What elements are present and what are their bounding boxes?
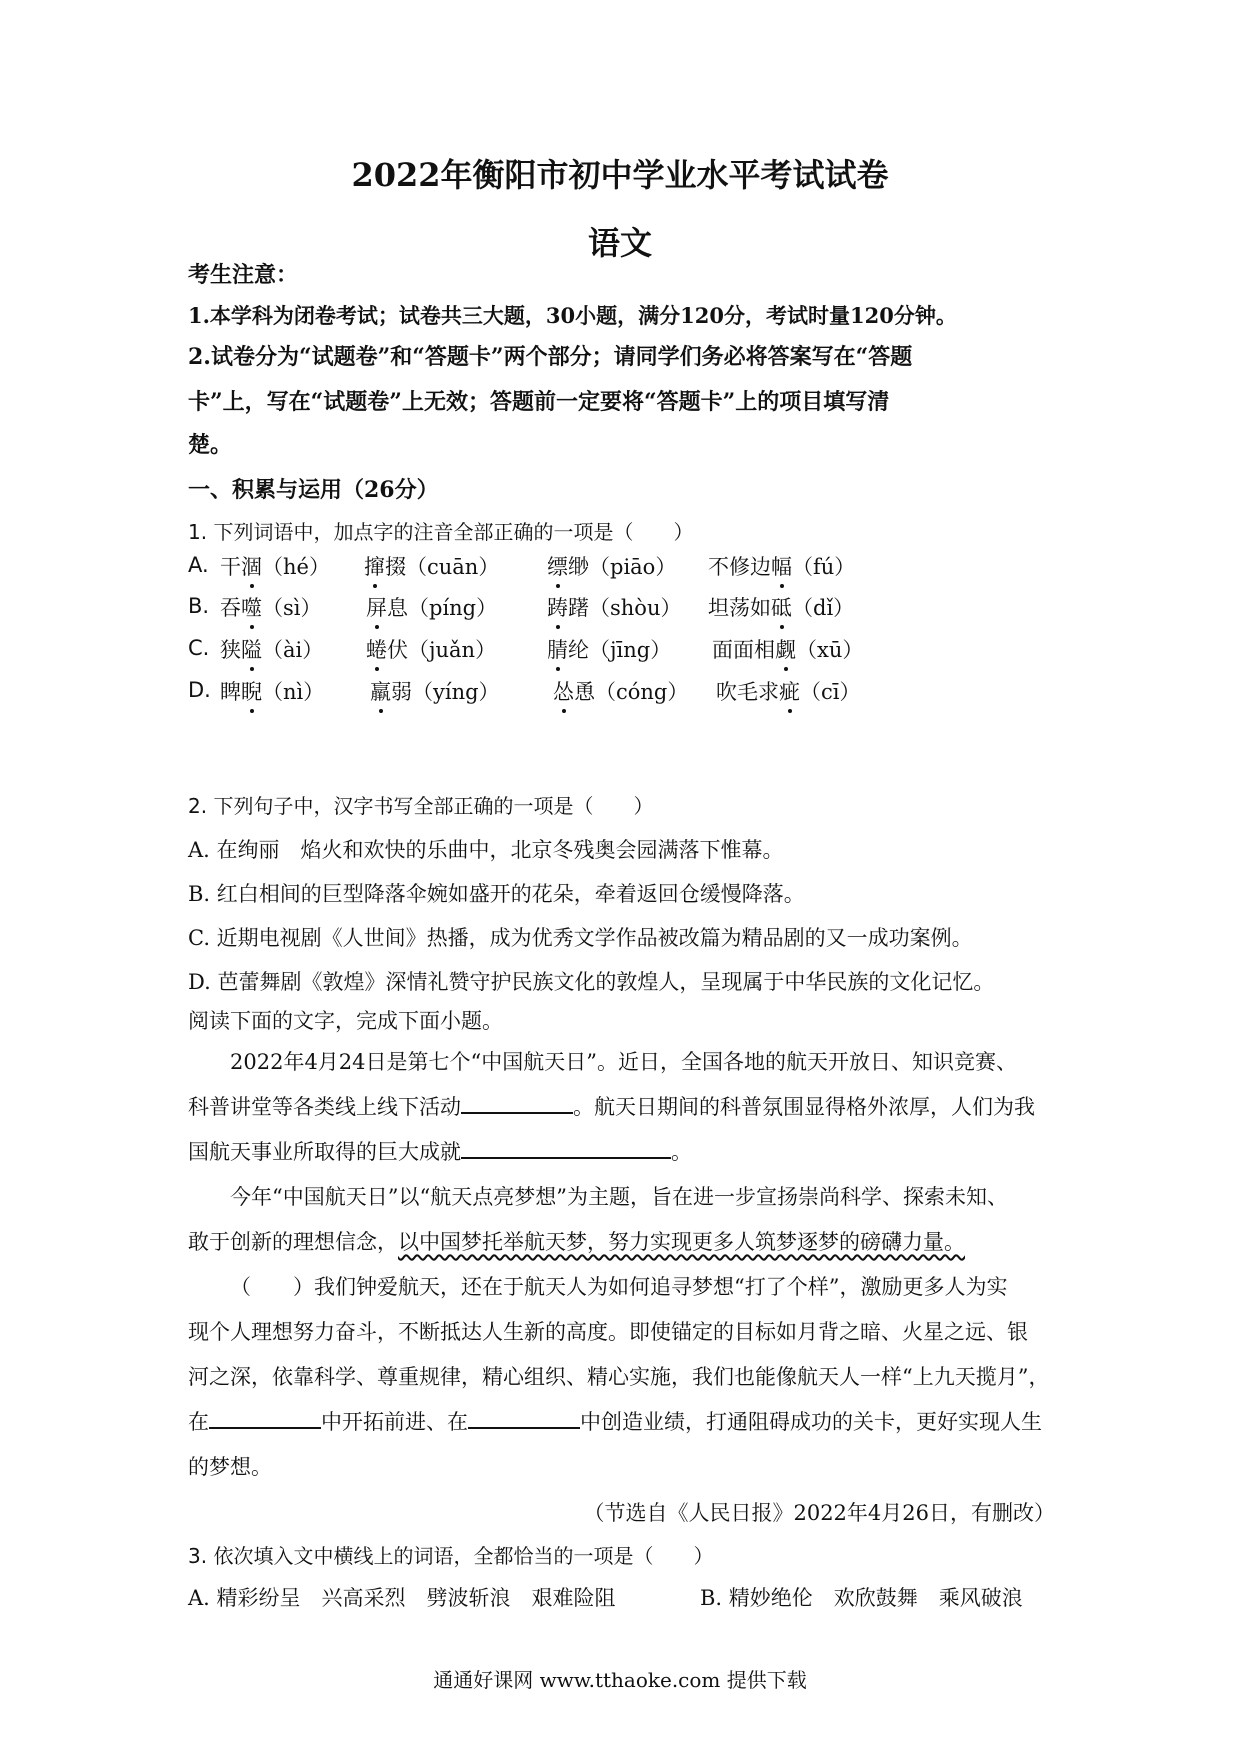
notice-1: 1.本学科为闭卷考试；试卷共三大题，30小题，满分120分，考试时量120分钟。 <box>188 303 957 328</box>
notice-heading: 考生注意： <box>188 262 299 288</box>
word-item: 吹毛求疵（cī） <box>716 676 860 706</box>
passage-p3-line-1: （ ）我们钟爱航天，还在于航天人为如何追寻梦想“打了个样”，激励更多人为实 <box>230 1275 1008 1299</box>
fill-blank-1[interactable] <box>461 1092 573 1114</box>
passage-p1-line-3: 国航天事业所取得的巨大成就 。 <box>188 1136 692 1166</box>
word-item: 腈纶（jīng） <box>547 634 671 664</box>
passage-p3-line-3: 河之深，依靠科学、尊重规律，精心组织、精心实施，我们也能像航天人一样“上九天揽月”， <box>188 1365 1050 1389</box>
fill-blank-4[interactable] <box>468 1407 580 1429</box>
word-item: 面面相觑（xū） <box>712 634 863 664</box>
question-1-stem: 1. 下列词语中，加点字的注音全部正确的一项是（ ） <box>188 520 694 544</box>
question-3-stem: 3. 依次填入文中横线上的词语，全都恰当的一项是（ ） <box>188 1544 714 1568</box>
option-letter: A. <box>188 553 209 577</box>
q2-option-d: D. 芭蕾舞剧《敦煌》深情礼赞守护民族文化的敦煌人，呈现属于中华民族的文化记忆。 <box>188 970 995 994</box>
word-item: 屏息（píng） <box>366 592 497 622</box>
passage-p1-line-2: 科普讲堂等各类线上线下活动 。航天日期间的科普氛围显得格外浓厚，人们为我 <box>188 1091 1035 1121</box>
word-item: 坦荡如砥（dǐ） <box>708 592 854 622</box>
passage-p2-line-2: 敢于创新的理想信念，以中国梦托举航天梦，努力实现更多人筑梦逐梦的磅礴力量。 <box>188 1230 965 1254</box>
exam-title: 2022年衡阳市初中学业水平考试试卷 <box>351 156 889 194</box>
option-letter: C. <box>188 636 210 660</box>
passage-p2-line-1: 今年“中国航天日”以“航天点亮梦想”为主题，旨在进一步宣扬崇尚科学、探索未知、 <box>230 1185 1008 1209</box>
notice-2-line-1: 2.试卷分为“试题卷”和“答题卡”两个部分；请同学们务必将答案写在“答题 <box>188 344 913 370</box>
word-item: 干涸（hé） <box>220 551 330 581</box>
reading-intro: 阅读下面的文字，完成下面小题。 <box>188 1009 503 1033</box>
fill-blank-3[interactable] <box>209 1407 321 1429</box>
word-item: 踌躇（shòu） <box>547 592 681 622</box>
option-letter: D. <box>188 678 211 702</box>
q3-option-b: B. 精妙绝伦 欢欣鼓舞 乘风破浪 <box>700 1586 1023 1610</box>
q3-option-a: A. 精彩纷呈 兴高采烈 劈波斩浪 艰难险阻 <box>188 1586 616 1610</box>
q2-option-b: B. 红白相间的巨型降落伞婉如盛开的花朵，牵着返回仓缓慢降落。 <box>188 882 805 906</box>
passage-p3-line-5: 的梦想。 <box>188 1455 272 1479</box>
word-item: 睥睨（nì） <box>220 676 324 706</box>
q2-option-c: C. 近期电视剧《人世间》热播，成为优秀文学作品被改篇为精品剧的又一成功案例。 <box>188 926 973 950</box>
section-1-heading: 一、积累与运用（26分） <box>188 477 439 503</box>
word-item: 蜷伏（juǎn） <box>366 634 496 664</box>
word-item: 怂恿（cóng） <box>553 676 688 706</box>
word-item: 狭隘（ài） <box>220 634 323 664</box>
page-footer: 通通好课网 www.tthaoke.com 提供下载 <box>433 1668 807 1692</box>
subject-title: 语文 <box>587 224 652 262</box>
word-item: 缥缈（piāo） <box>547 551 676 581</box>
option-letter: B. <box>188 594 210 618</box>
fill-blank-2[interactable] <box>461 1137 671 1159</box>
word-item: 撺掇（cuān） <box>364 551 499 581</box>
wavy-underlined-sentence: 以中国梦托举航天梦，努力实现更多人筑梦逐梦的磅礴力量。 <box>398 1230 965 1254</box>
word-item: 羸弱（yíng） <box>370 676 500 706</box>
q2-option-a: A. 在绚丽 焰火和欢快的乐曲中，北京冬残奥会园满落下惟幕。 <box>188 838 784 862</box>
notice-2-line-2: 卡”上，写在“试题卷”上无效；答题前一定要将“答题卡”上的项目填写清 <box>188 389 890 415</box>
word-item: 不修边幅（fú） <box>708 551 855 581</box>
passage-p1-line-1: 2022年4月24日是第七个“中国航天日”。近日，全国各地的航天开放日、知识竞赛、 <box>230 1050 1017 1074</box>
word-item: 吞噬（sì） <box>220 592 322 622</box>
passage-source: （节选自《人民日报》2022年4月26日，有删改） <box>583 1501 1055 1525</box>
notice-2-line-3: 楚。 <box>188 432 233 458</box>
passage-p3-line-4: 在 中开拓前进、在 中创造业绩，打通阻碍成功的关卡，更好实现人生 <box>188 1406 1042 1436</box>
question-2-stem: 2. 下列句子中，汉字书写全部正确的一项是（ ） <box>188 794 654 818</box>
passage-p3-line-2: 现个人理想努力奋斗，不断抵达人生新的高度。即使锚定的目标如月背之暗、火星之远、银 <box>188 1320 1028 1344</box>
